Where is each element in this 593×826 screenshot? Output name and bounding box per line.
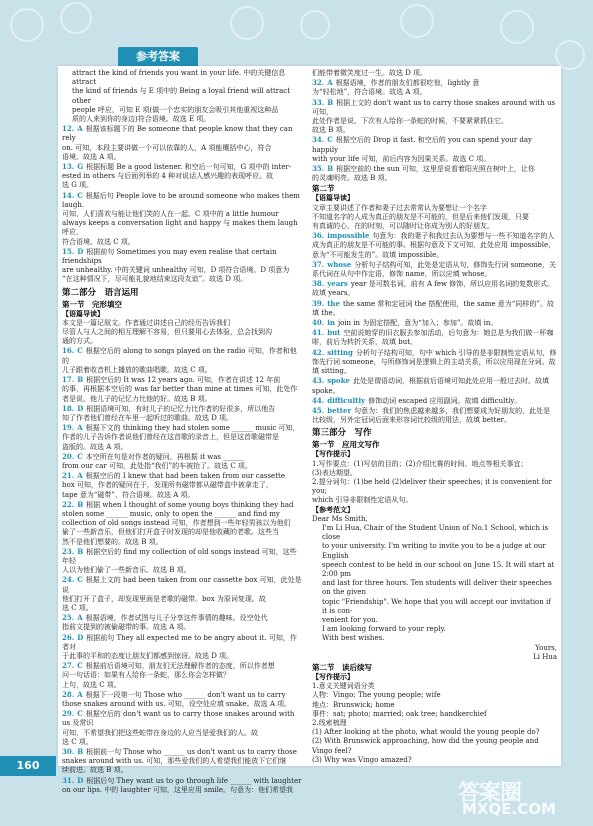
item-answer: C — [77, 661, 83, 671]
item-answer: B — [77, 499, 84, 509]
text-line: people 呼应，可知 E 项(做一个忠实的朋友会吸引其他重视这种品 — [72, 105, 279, 114]
answer-line — [312, 348, 557, 377]
item-text: 上句，故选 C 项。 — [62, 680, 121, 689]
answer-item — [62, 690, 302, 709]
text-line: 地点：Brunswick; home — [312, 700, 395, 709]
answer-line — [312, 396, 557, 406]
item-text: stolen some ______ music, only to open the ______ and find my — [62, 509, 280, 518]
text-line: and last for three hours. Ten students will deliver their speeches on the given — [322, 579, 552, 597]
page-header — [0, 0, 593, 66]
answer-line — [312, 279, 557, 298]
item-text: 根据语境，作者的朋友们都很吃惊，lightly 意 — [335, 79, 480, 88]
item-text: 句意为：我的妻子和我过去认为要想与一些不知道名字的人成为真正的朋友是不可能的事。根据句意及下文可知，此处应用 impossible，意为“不可能发生的”。故填 impossible。 — [312, 232, 556, 259]
answer-item — [312, 260, 557, 279]
item-text: 盗版的。故选 A 项。 — [62, 442, 128, 451]
item-text: 儿子跟着收音机上播放的歌曲唱歌。故选 C 项。 — [62, 365, 212, 374]
answer-item — [312, 78, 557, 97]
item-number: 13. — [62, 162, 75, 172]
item-text: 知了作者他们曾经在车里一起听过的歌曲。故选 D 项。 — [62, 413, 234, 422]
answer-line — [312, 231, 557, 260]
item-number: 37. — [312, 259, 325, 269]
item-text: 根据空后的 find my collection of old songs instead 可知，这些年轻 — [62, 547, 297, 565]
text-line: 1.写作要点：(1)写信的目的；(2)介绍比赛的时间、地点等相关事宜； — [312, 459, 528, 468]
item-text: 本空所在句是对作者的疑问，再根据 it was ______ — [85, 452, 245, 461]
letter-salutation: Dear Ms Smith, — [312, 514, 368, 523]
item-text: 问一句话语：如果有人给你一条蛇，那么你会怎样做？ — [62, 671, 230, 680]
item-text: 续前进。故选 B 项。 — [62, 766, 128, 775]
item-answer: sitting — [327, 347, 353, 357]
section-heading: 第一节 应用文写作 — [312, 440, 380, 450]
answer-line — [62, 633, 302, 652]
item-answer: spoke — [327, 376, 350, 386]
text-line: 不知道名字的人成为真正的朋友是不可能的，但是后来他们发现，只要 — [312, 212, 529, 221]
hint-label: 【写作提示】 — [312, 450, 354, 459]
item-answer: C — [77, 346, 83, 356]
part-heading: 第二部分 语言运用 — [62, 287, 139, 298]
answer-line — [62, 452, 302, 462]
watermark-logo: 答案圈 — [458, 781, 522, 806]
answer-item — [62, 547, 302, 576]
item-text: 根据空后的 I knew that had been taken from our cassette — [85, 472, 285, 481]
item-answer: but — [327, 328, 341, 338]
item-answer: B — [77, 375, 84, 385]
item-text: 根据空后的 It was 12 years ago. 可知，作者在讲述 12 年前 — [86, 376, 281, 385]
item-text: 根据空前的 the sun 可知，这里是说看着阳光照在树叶上，让你 — [336, 165, 535, 174]
item-text: 根据前后语境可知，朋友们无法理解作者的态度，所以作者想 — [85, 662, 275, 671]
answer-item — [62, 375, 302, 404]
text-line: (2) With Brunswick approaching, how did the young people and Vingo feel? — [312, 737, 539, 755]
item-text: collection of old songs instead 可知，作者想到一些年轻男孩以为他们 — [62, 519, 291, 528]
item-text: year 是可数名词，前有 A few 修饰，所以应用名词的复数形式。故填 years。 — [312, 280, 555, 298]
text-line: (1) After looking at the photo, what would the young people do? — [312, 728, 540, 737]
answer-line — [62, 162, 302, 172]
answer-item — [62, 452, 302, 471]
left-column — [62, 69, 302, 795]
item-text: 们能带着微笑度过一生。故选 D 项。 — [312, 69, 428, 77]
text-line: 1.意义关键词语分类 — [312, 682, 375, 691]
hint-label: 【写作提示】 — [312, 672, 354, 681]
item-text: 根据 when I thought of some young boys thinking they had — [86, 500, 294, 509]
item-number: 31. — [62, 775, 75, 785]
item-number: 18. — [62, 403, 75, 413]
item-number: 29. — [62, 709, 75, 719]
text-line: to your university. I'm writing to invite you to be a judge at our English — [322, 542, 546, 560]
answer-item — [312, 231, 557, 260]
item-text: box 可知，作者的疑问在于，发现所有磁带都从磁带盒中被拿走了， — [62, 481, 273, 490]
text-line: 事件：sat; photo; married; oak tree; handkerchief — [312, 709, 487, 718]
item-text: 根据前句 Sometimes you may even realise that certain friendships — [62, 247, 277, 266]
reference-label: 【参考范文】 — [312, 505, 354, 514]
item-text: 根据后句 People love to be around someone who makes them laugh. — [62, 191, 300, 209]
text-line: 有真诚的心，在的时刻，可以随时让你成为别人的好朋友。 — [312, 222, 494, 231]
answer-line — [62, 661, 302, 671]
item-answer: D — [77, 775, 84, 785]
answer-line — [312, 299, 557, 318]
item-text: 根据语境可知，有时儿子的记忆力比作者的好很多，所以他告 — [86, 404, 276, 413]
item-answer: A — [77, 423, 83, 433]
answer-line — [312, 318, 557, 328]
answer-line — [62, 575, 302, 594]
item-text: always keeps a conversation light and happy 与 makes them laugh 呼应， — [62, 219, 298, 237]
item-text: 此处作者是说，下次有人给你一条蛇的时候，不要紧紧抓住它。 — [312, 117, 508, 126]
answer-line — [312, 69, 557, 78]
text-line: venient for you. — [322, 615, 378, 624]
item-number: 35. — [312, 164, 325, 174]
item-text: 根据上文的 don't want us to carry those snakes around with us 可知， — [312, 98, 556, 116]
answer-line — [312, 135, 557, 154]
item-text: with your life 可知，前后内容为因果关系。故选 C 项。 — [312, 154, 491, 163]
item-number: 44. — [312, 395, 325, 405]
answer-line — [312, 164, 557, 174]
text-line: 文章主要讲述了作者和妻子过去常常认为要想让一个名字 — [312, 203, 487, 212]
item-number: 20. — [62, 451, 75, 461]
item-answer: A — [77, 471, 83, 481]
answer-item — [62, 776, 302, 795]
answer-item — [62, 471, 302, 500]
item-answer: A — [77, 124, 83, 134]
item-number: 22. — [62, 499, 75, 509]
text-line: 本文是一篇记叙文。作者通过讲述自己的经历告诉我们 — [62, 318, 230, 327]
answer-item — [62, 633, 302, 662]
item-answer: D — [77, 403, 84, 413]
item-text: 符合语境。故选 C 项。 — [62, 237, 135, 246]
answer-line — [62, 547, 302, 566]
item-text: 选 C 项。 — [62, 737, 93, 746]
answer-item — [62, 709, 302, 747]
answer-line — [312, 406, 557, 425]
item-text: join in 为固定搭配，意为“加入；参加”。故填 in。 — [337, 319, 498, 328]
right-column — [312, 69, 557, 765]
item-answer: D — [77, 632, 84, 642]
item-answer: C — [77, 575, 83, 585]
item-text: 作者的儿子告诉作者说他们曾经在这首歌的录音上，但是这首歌磁带是 — [62, 433, 279, 442]
letter-closing: I am looking forward to your reply. — [322, 625, 446, 634]
text-line: 2.线索梳理 — [312, 719, 347, 727]
item-text: tape 意为“磁带”，符合语境。故选 A 项。 — [62, 490, 195, 499]
decor-circle — [300, 10, 330, 40]
text-line: topic "Friendship". We hope that you will accept our invitation if it is con- — [322, 597, 551, 615]
item-text: 空前说她穿的旧衣服去参加活动，后句意为：她总是为我们做一杯咖啡，前后为转折关系，故填 but。 — [312, 329, 554, 347]
text-line: attract the kind of friends you want in your life. 中的关键信息 attract — [72, 69, 286, 87]
item-text: 分析句子结构可知，此处是定语从句，修饰先行词 someone，关系代词在从句中作定语，修饰 name，所以应填 whose。 — [312, 260, 557, 279]
answer-line — [62, 500, 302, 510]
item-text: 于此事的平和的态度让朋友们都感到惊讶。故选 D 项。 — [62, 651, 234, 660]
text-line: I'm Li Hua, Chair of the Student Union of No.1 School, which is close — [322, 523, 549, 542]
text-line: speech contest to be held in our school on June 15. It will start at 2:00 pm — [322, 560, 555, 578]
answer-line — [62, 404, 302, 414]
reading-guide — [62, 310, 302, 347]
item-text: ested in others 与后面列举的 4 种对说话人感兴趣的表现呼应。故 — [62, 172, 274, 181]
item-text: 可知，人们喜欢与能让他们笑的人在一起。C 项中的 a little humour — [62, 210, 279, 219]
item-text: 根据下一段第一句 Those who ______ don't want us to carry — [85, 690, 286, 699]
answer-line — [312, 376, 557, 395]
answer-item — [62, 124, 302, 162]
item-number: 25. — [62, 613, 75, 623]
item-number: 43. — [312, 376, 325, 386]
item-text: 然不是他们想要的。故选 B 项。 — [62, 537, 163, 546]
item-text: 偷了一些新音乐，但他们打开盒子时发现的却是他收藏的老歌。这些当 — [62, 528, 279, 537]
text-line: 人物：Vingo; The young people; wife — [312, 691, 441, 700]
item-answer: difficultly — [327, 395, 366, 405]
item-answer: impossible — [327, 231, 370, 241]
item-text: are unhealthy. 中的关键词 unhealthy 可知，D 项符合语境。D 项意为 — [62, 266, 290, 275]
item-text: 根据标题 Be a good listener. 和空后一句可知，G 项中的 inter- — [86, 163, 292, 172]
answer-line — [62, 690, 302, 700]
answer-item — [62, 346, 302, 375]
item-text: those snakes around with us. 可知，设空处应填 snake。故选 A 项。 — [62, 700, 292, 708]
answer-line — [312, 78, 557, 88]
answer-item — [312, 328, 557, 347]
letter-closing: With best wishes. — [322, 634, 385, 643]
item-number: 17. — [62, 375, 75, 385]
page-number: 160 — [0, 756, 56, 776]
answer-item — [312, 299, 557, 318]
item-answer: B — [327, 97, 334, 107]
item-number: 12. — [62, 124, 75, 134]
item-text: 根据该标题下的 Be someone that people know that they can rely — [62, 125, 293, 143]
answer-item — [62, 404, 302, 423]
item-text: 故选 B 项。 — [312, 126, 350, 135]
item-answer: B — [327, 164, 334, 174]
item-text: 句意为：我们的焦虑越来越多，我们想要成为好朋友的，此处是比较级，另外定冠词后面来形容词比较级的用法，故填 better。 — [312, 406, 551, 425]
answer-item — [312, 135, 557, 164]
item-text: 人以为他们偷了一些新音乐。故选 B 项。 — [62, 566, 191, 575]
item-text: 根据空后的 don't want us to carry those snakes around with us 及常识 — [62, 710, 295, 728]
section-heading: 第二节 读后续写 — [312, 662, 372, 672]
item-number: 40. — [312, 318, 325, 328]
item-answer: the — [327, 298, 340, 308]
item-number: 28. — [62, 689, 75, 699]
item-answer: A — [77, 689, 83, 699]
item-text: the same 常和定冠词 the 搭配使用，the same 意为“同样的”。故填 the。 — [312, 299, 554, 317]
part-heading: 第三部分 写作 — [312, 428, 372, 439]
answer-item — [62, 613, 302, 632]
text-line: which 引导非限制性定语从句。 — [312, 496, 413, 505]
item-number: 41. — [312, 328, 325, 338]
item-text: 修饰动词 escaped 应用副词。故填 difficultly。 — [368, 396, 522, 405]
item-text: “在这种情况下，尽可能礼貌地结束这段友谊”。故选 D 项。 — [62, 275, 248, 284]
text-line: (3) Why was Vingo amazed? — [312, 755, 412, 764]
decor-circle — [230, 6, 264, 40]
item-number: 38. — [312, 279, 325, 289]
item-text: 根据前句 They all expected me to be angry about it. 可知，作者对 — [62, 633, 297, 651]
item-text: 语境。故选 A 项。 — [62, 152, 121, 161]
answer-item — [62, 191, 302, 247]
reading-guide — [312, 194, 557, 231]
item-text: 者是说，他儿子的记忆力比他的好。故选 B 项。 — [62, 394, 212, 403]
text-line: the kind of friends 与 E 项中的 Being a loyal friend will attract other — [72, 87, 291, 105]
item-text: 可知，不希望我们把这些蛇带在身边的人应当是爱我们的人。故 — [62, 728, 258, 737]
watermark-url: MXQE.COM — [462, 800, 556, 818]
answer-item — [312, 69, 557, 78]
item-answer: A — [77, 613, 83, 623]
item-text: 的事，再根据本空后的 was far better than mine at times 可知，此处作 — [62, 385, 298, 394]
item-answer: C — [77, 190, 83, 200]
item-number: 36. — [312, 231, 325, 241]
item-text: snakes around with us. 可知，那些爱我们的人希望我们能放下它们继 — [62, 757, 287, 766]
answer-line — [62, 613, 302, 623]
item-number: 32. — [312, 78, 325, 88]
item-answer: years — [327, 279, 348, 289]
item-number: 15. — [62, 246, 75, 256]
answer-item — [62, 162, 302, 191]
item-number: 26. — [62, 632, 75, 642]
answer-item — [62, 423, 302, 452]
item-answer: B — [77, 747, 84, 757]
item-answer: B — [77, 546, 84, 556]
answer-line — [62, 375, 302, 385]
text-line: 2.提分词句：(1)be held (2)deliver their speeches; it is convenient for you; — [312, 477, 552, 496]
item-text: 选 C 项。 — [62, 603, 93, 612]
item-text: 根据空后的 along to songs played on the radio 可知，作者和他的 — [62, 347, 297, 365]
answer-item — [312, 376, 557, 395]
text-line: 尽管人与人之间的相互理解不容易，但只要用心去体验，总会找到沟 — [62, 328, 272, 337]
answer-item — [62, 661, 302, 690]
item-number: 19. — [62, 423, 75, 433]
decor-circle — [10, 8, 44, 42]
section-heading: 第二节 — [312, 184, 335, 194]
item-text: 根据下文的 thinking they had stolen some ______ music 可知， — [85, 424, 300, 433]
answer-item — [312, 396, 557, 406]
item-answer: G — [77, 162, 84, 172]
answer-item — [312, 164, 557, 183]
answer-item — [312, 318, 557, 328]
item-text: from our car 可知，此处指“我们”的车被抢了。故选 C 项。 — [62, 461, 252, 470]
answer-line — [62, 709, 302, 728]
answer-item — [62, 575, 302, 613]
item-text: on. 可知，本段主要讲做一个可以依靠的人，A 项能概括中心，符合 — [62, 143, 272, 152]
answer-item — [312, 279, 557, 298]
item-text: 根据上文的 had been taken from our cassette box 可知，此处是说 — [62, 576, 302, 594]
answer-item — [312, 406, 557, 425]
text-line: (3)表达期望。 — [312, 468, 357, 477]
answer-line — [62, 247, 302, 266]
answer-item — [62, 247, 302, 285]
item-answer: C — [77, 451, 83, 461]
item-number: 42. — [312, 347, 325, 357]
item-answer: C — [77, 709, 83, 719]
decor-circle — [400, 4, 434, 38]
item-number: 14. — [62, 190, 75, 200]
item-text: 此处是谓语动词，根据前后语境可知此处应用一般过去时。故填 spoke。 — [312, 377, 549, 395]
answer-line — [62, 471, 302, 481]
decor-circle — [500, 10, 534, 44]
item-number: 45. — [312, 405, 325, 415]
item-number: 27. — [62, 661, 75, 671]
answer-item — [62, 747, 302, 776]
decor-circle — [60, 2, 92, 34]
answer-line — [62, 124, 302, 143]
item-text: 根据空后的 Drop it fast. 和空后的 you can spend your day happily — [312, 136, 533, 154]
section-heading: 第一节 完形填空 — [62, 299, 122, 309]
text-line: 通的方式。 — [62, 337, 97, 346]
answer-line — [62, 346, 302, 365]
item-answer: C — [327, 135, 333, 145]
answer-item — [312, 348, 557, 377]
item-number: 39. — [312, 298, 325, 308]
answer-line — [312, 328, 557, 347]
section-tab: 参考答案 — [118, 47, 198, 66]
guide-label: 【语篇导读】 — [62, 309, 104, 318]
item-text: 根据语境，作者试图与儿子分享这件事情的趣味。设空处代 — [85, 614, 268, 623]
item-text: 分析句子结构可知，句中 which 引导的是非限制性定语从句，修饰先行词 someone，与所修饰词是逻辑上的主动关系，所以应用现在分词。故填 sitting。 — [312, 348, 557, 376]
letter-body — [312, 524, 557, 625]
item-answer: better — [327, 405, 352, 415]
item-number: 21. — [62, 471, 75, 481]
item-answer: D — [77, 246, 84, 256]
item-number: 24. — [62, 575, 75, 585]
answer-item — [312, 98, 557, 136]
guide-label: 【语篇导读】 — [312, 194, 354, 203]
item-text: on our lips. 中的 laughter 可知，这里应用 smile。句意为：他们希望我 — [62, 785, 293, 794]
answer-line — [62, 423, 302, 433]
answer-item — [62, 500, 302, 547]
item-number: 16. — [62, 346, 75, 356]
item-answer: in — [327, 318, 335, 328]
letter-sign: Li Hua — [533, 652, 557, 661]
item-text: 的灵魂明亮。故选 B 项。 — [312, 174, 392, 183]
item-answer: A — [327, 78, 333, 88]
item-text: 选 G 项。 — [62, 181, 94, 190]
answer-line — [312, 98, 557, 117]
item-text: 根据后句 They want us to go through life ______ with laughter — [86, 776, 302, 785]
item-text: 为“轻松地”，符合语境。故选 A 项。 — [312, 88, 427, 97]
item-number: 34. — [312, 135, 325, 145]
letter-sign: Yours, — [535, 643, 557, 652]
answer-line — [62, 191, 302, 210]
item-answer: whose — [327, 259, 352, 269]
answer-line — [62, 747, 302, 757]
item-number: 30. — [62, 747, 75, 757]
item-text: 指前文提到的被偷磁带的事。故选 A 项。 — [62, 623, 191, 632]
item-text: 他们打开了盒子，却发现里面是老歌的磁带。box 为原词复现。故 — [62, 594, 266, 603]
item-text: 根据前一句 Those who ______ us don't want us to carry those — [86, 748, 297, 757]
item-number: 23. — [62, 546, 75, 556]
answer-line — [312, 260, 557, 279]
item-number: 33. — [312, 97, 325, 107]
text-line: 质的人来到你的身边)符合语境。故选 E 项。 — [72, 115, 211, 124]
answer-line — [62, 776, 302, 786]
